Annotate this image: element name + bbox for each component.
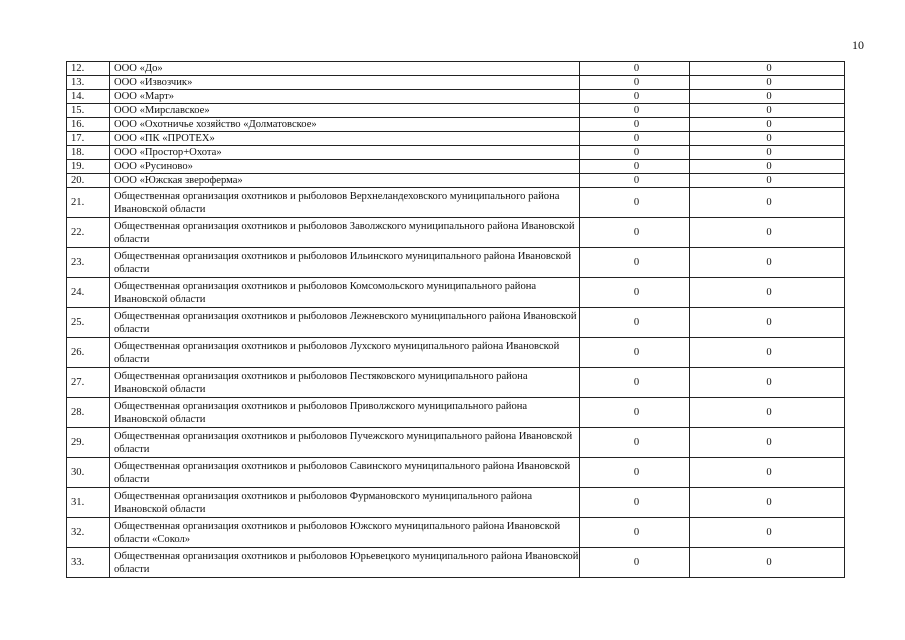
value-cell-1: 0 <box>580 132 690 146</box>
value-cell-1: 0 <box>580 146 690 160</box>
table-row <box>67 90 845 104</box>
table-row <box>67 488 845 518</box>
value-cell-1: 0 <box>580 458 690 488</box>
value-cell-1: 0 <box>580 518 690 548</box>
value-cell-1: 0 <box>580 248 690 278</box>
organization-name: Общественная организация охотников и рыболовов Ильинского муниципального района Ивановской области <box>110 248 580 278</box>
value-cell-1: 0 <box>580 62 690 76</box>
value-cell-2: 0 <box>690 90 845 104</box>
value-cell-1: 0 <box>580 398 690 428</box>
value-cell-2: 0 <box>690 248 845 278</box>
row-number: 18. <box>67 146 110 160</box>
organization-name: Общественная организация охотников и рыболовов Заволжского муниципального района Ивановской области <box>110 218 580 248</box>
table-row <box>67 428 845 458</box>
table-row <box>67 248 845 278</box>
row-number: 27. <box>67 368 110 398</box>
value-cell-2: 0 <box>690 368 845 398</box>
row-number: 19. <box>67 160 110 174</box>
organization-name: ООО «Южская звероферма» <box>110 174 580 188</box>
row-number: 13. <box>67 76 110 90</box>
organization-name: Общественная организация охотников и рыболовов Лухского муниципального района Ивановской области <box>110 338 580 368</box>
value-cell-1: 0 <box>580 278 690 308</box>
value-cell-1: 0 <box>580 218 690 248</box>
value-cell-2: 0 <box>690 132 845 146</box>
row-number: 20. <box>67 174 110 188</box>
organization-name: ООО «Мирславское» <box>110 104 580 118</box>
organization-name: ООО «Охотничье хозяйство «Долматовское» <box>110 118 580 132</box>
value-cell-2: 0 <box>690 278 845 308</box>
value-cell-2: 0 <box>690 146 845 160</box>
value-cell-1: 0 <box>580 160 690 174</box>
table-row <box>67 368 845 398</box>
row-number: 25. <box>67 308 110 338</box>
table-row <box>67 160 845 174</box>
table-row <box>67 188 845 218</box>
table-row <box>67 338 845 368</box>
value-cell-1: 0 <box>580 104 690 118</box>
organization-name: Общественная организация охотников и рыболовов Верхнеландеховского муниципального района Ивановской области <box>110 188 580 218</box>
value-cell-2: 0 <box>690 76 845 90</box>
value-cell-1: 0 <box>580 428 690 458</box>
table-row <box>67 278 845 308</box>
organization-name: Общественная организация охотников и рыболовов Южского муниципального района Ивановской области «Сокол» <box>110 518 580 548</box>
table-row <box>67 118 845 132</box>
table-row <box>67 548 845 578</box>
row-number: 32. <box>67 518 110 548</box>
value-cell-2: 0 <box>690 174 845 188</box>
table-row <box>67 132 845 146</box>
organization-name: ООО «Простор+Охота» <box>110 146 580 160</box>
row-number: 24. <box>67 278 110 308</box>
row-number: 29. <box>67 428 110 458</box>
table-body <box>67 62 845 578</box>
value-cell-2: 0 <box>690 338 845 368</box>
value-cell-1: 0 <box>580 368 690 398</box>
table-row <box>67 174 845 188</box>
table-row <box>67 308 845 338</box>
organization-name: ООО «Извозчик» <box>110 76 580 90</box>
value-cell-1: 0 <box>580 188 690 218</box>
value-cell-2: 0 <box>690 188 845 218</box>
organization-name: ООО «Русиново» <box>110 160 580 174</box>
table-row <box>67 62 845 76</box>
value-cell-2: 0 <box>690 118 845 132</box>
value-cell-1: 0 <box>580 76 690 90</box>
row-number: 15. <box>67 104 110 118</box>
value-cell-2: 0 <box>690 428 845 458</box>
row-number: 22. <box>67 218 110 248</box>
value-cell-1: 0 <box>580 338 690 368</box>
organization-name: Общественная организация охотников и рыболовов Лежневского муниципального района Ивановской области <box>110 308 580 338</box>
value-cell-2: 0 <box>690 104 845 118</box>
value-cell-2: 0 <box>690 308 845 338</box>
row-number: 26. <box>67 338 110 368</box>
row-number: 28. <box>67 398 110 428</box>
row-number: 14. <box>67 90 110 104</box>
organizations-table <box>66 61 845 578</box>
row-number: 12. <box>67 62 110 76</box>
page-number: 10 <box>852 38 864 52</box>
value-cell-2: 0 <box>690 488 845 518</box>
organization-name: ООО «До» <box>110 62 580 76</box>
table-row <box>67 218 845 248</box>
row-number: 16. <box>67 118 110 132</box>
value-cell-2: 0 <box>690 458 845 488</box>
organization-name: Общественная организация охотников и рыболовов Комсомольского муниципального района Ивановской области <box>110 278 580 308</box>
value-cell-2: 0 <box>690 62 845 76</box>
organization-name: Общественная организация охотников и рыболовов Пучежского муниципального района Ивановской области <box>110 428 580 458</box>
organization-name: Общественная организация охотников и рыболовов Савинского муниципального района Ивановской области <box>110 458 580 488</box>
organization-name: Общественная организация охотников и рыболовов Фурмановского муниципального района Ивановской области <box>110 488 580 518</box>
value-cell-1: 0 <box>580 174 690 188</box>
value-cell-2: 0 <box>690 160 845 174</box>
row-number: 17. <box>67 132 110 146</box>
table-row <box>67 146 845 160</box>
value-cell-2: 0 <box>690 518 845 548</box>
organization-name: ООО «ПК «ПРОТЕХ» <box>110 132 580 146</box>
value-cell-1: 0 <box>580 118 690 132</box>
row-number: 23. <box>67 248 110 278</box>
row-number: 31. <box>67 488 110 518</box>
table-row <box>67 76 845 90</box>
organization-name: Общественная организация охотников и рыболовов Пестяковского муниципального района Ивановской области <box>110 368 580 398</box>
value-cell-1: 0 <box>580 308 690 338</box>
organization-name: Общественная организация охотников и рыболовов Приволжского муниципального района Ивановской области <box>110 398 580 428</box>
value-cell-2: 0 <box>690 548 845 578</box>
value-cell-1: 0 <box>580 488 690 518</box>
value-cell-2: 0 <box>690 398 845 428</box>
table-row <box>67 458 845 488</box>
row-number: 21. <box>67 188 110 218</box>
value-cell-1: 0 <box>580 548 690 578</box>
value-cell-2: 0 <box>690 218 845 248</box>
organization-name: Общественная организация охотников и рыболовов Юрьевецкого муниципального района Ивановской области <box>110 548 580 578</box>
row-number: 30. <box>67 458 110 488</box>
organization-name: ООО «Март» <box>110 90 580 104</box>
value-cell-1: 0 <box>580 90 690 104</box>
table-row <box>67 398 845 428</box>
table-row <box>67 104 845 118</box>
table-row <box>67 518 845 548</box>
row-number: 33. <box>67 548 110 578</box>
